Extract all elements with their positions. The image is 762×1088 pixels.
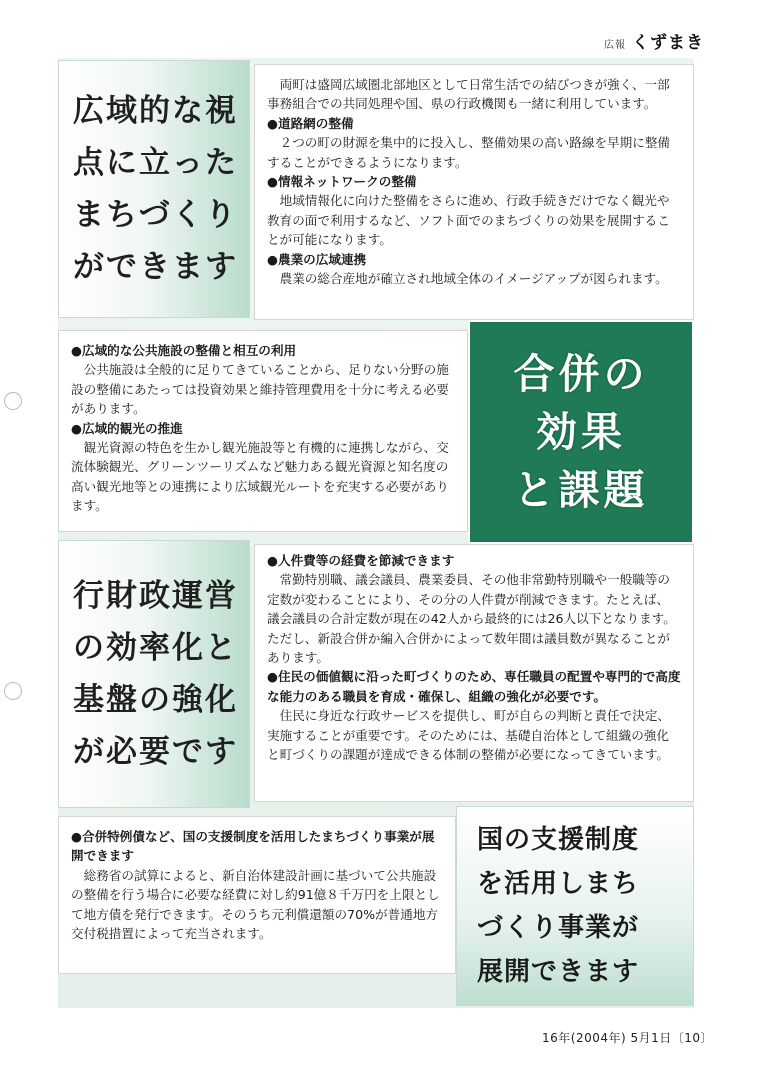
section1-title	[58, 60, 250, 318]
section4-item-body: 総務省の試算によると、新自治体建設計画に基づいて公共施設の整備を行う場合に必要な経費に対し約91億８千万円を上限として地方債を発行できます。そのうち元利償還額の70%が普通地方交付税措置によって充当されます。	[71, 867, 440, 942]
section4-title	[456, 806, 694, 1006]
section1-title-line: まちづくり	[73, 197, 238, 233]
section3-title-line: 基盤の強化	[73, 682, 238, 718]
section1-text-box	[254, 64, 694, 320]
section3-title-line: 行財政運営	[73, 578, 238, 614]
section1-title-line: ができます	[73, 249, 238, 285]
effects-and-issues-title	[468, 320, 694, 544]
masthead-name: くずまき	[632, 33, 704, 53]
section1-title-line: 点に立った	[73, 145, 238, 181]
section1-item-heading: ●情報ネットワークの整備	[267, 174, 417, 190]
section4-title-line: を活用しまち	[477, 869, 640, 899]
section1-title-line: 広域的な視	[73, 93, 238, 129]
section1-item-heading: ●道路網の整備	[267, 115, 354, 131]
section3-item-heading: ●人件費等の経費を節減できます	[267, 553, 455, 568]
section4-text-box	[58, 816, 456, 974]
section4-title-line: 国の支援制度	[477, 825, 640, 855]
section3-item-body: 常勤特別職、議会議員、農業委員、その他非常勤特別職や一般職等の定数が変わることにより、その分の人件費が削減できます。たとえば、議会議員の合計定数が現在の42人から最終的には26人以下となります。ただし、新設合併か編入合併かによって数年間は議員数が異なることがあります。	[267, 572, 676, 666]
section3-item-body: 住民に身近な行政サービスを提供し、町が自らの判断と責任で決定、実施することが重要です。そのためには、基礎自治体として組織の強化と町づくりの課題が達成できる体制の整備が必要になってきています。	[267, 708, 670, 763]
section1-item-heading: ●農業の広域連携	[267, 251, 367, 267]
section3-title	[58, 540, 250, 808]
section3-text-box	[254, 544, 694, 802]
section2-text-box	[58, 330, 468, 532]
effects-title-line: と課題	[513, 466, 649, 514]
section3-item-heading: ●住民の価値観に沿った町づくりのため、専任職員の配置や専門的で高度な能力のある職員を育成・確保し、組織の強化が必要です。	[267, 669, 681, 704]
masthead-prefix: 広報	[604, 40, 626, 51]
section3-title-line: の効率化と	[73, 630, 238, 666]
section2-item-body: 観光資源の特色を生かし観光施設等と有機的に連携しながら、交流体験観光、グリーンツーリズムなど魅力ある観光資源と知名度の高い観光地等との連携により広域観光ルートを充実する必要があります。	[71, 440, 449, 514]
section3-title-line: が必要です	[73, 734, 238, 770]
section4-title-line: づくり事業が	[477, 913, 640, 943]
section1-item-body: ２つの町の財源を集中的に投入し、整備効果の高い路線を早期に整備することができるようになります。	[267, 135, 670, 170]
binder-hole-mark	[4, 392, 22, 410]
effects-title-line: 効果	[536, 408, 626, 456]
section1-item-body: 地域情報化に向けた整備をさらに進め、行政手続きだけでなく観光や教育の面で利用するなど、ソフト面でのまちづくりの効果を展開することが可能になります。	[267, 193, 670, 248]
section2-item-body: 公共施設は全般的に足りてきていることから、足りない分野の施設の整備にあたっては投資効果と維持管理費用を十分に考える必要があります。	[71, 362, 449, 417]
section2-item-heading: ●広域的観光の推進	[71, 420, 183, 436]
section1-item-body: 農業の総合産地が確立され地域全体のイメージアップが図られます。	[279, 271, 668, 287]
section4-title-line: 展開できます	[477, 957, 640, 987]
section2-item-heading: ●広域的な公共施設の整備と相互の利用	[71, 343, 297, 358]
masthead	[604, 28, 704, 53]
effects-title-line: 合併の	[513, 350, 649, 398]
binder-hole-mark	[4, 682, 22, 700]
section1-intro: 両町は盛岡広域圏北部地区として日常生活での結びつきが強く、一部事務組合での共同処理や国、県の行政機関も一緒に利用しています。	[267, 77, 670, 112]
page-footer-date: 16年(2004年) 5月1日〔10〕	[542, 1031, 714, 1045]
section4-item-heading: ●合併特例債など、国の支援制度を活用したまちづくり事業が展開できます	[71, 829, 435, 864]
